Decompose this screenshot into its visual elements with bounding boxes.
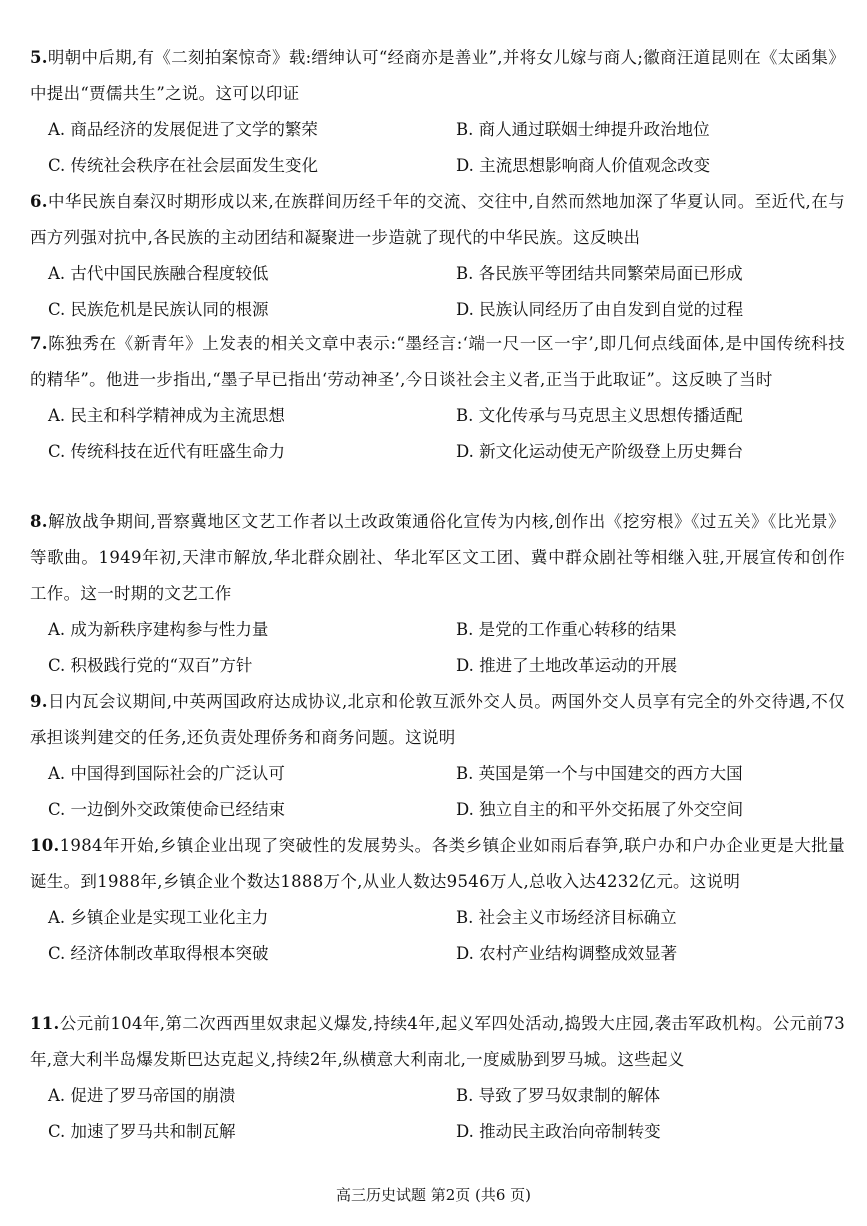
option-c: C. 经济体制改革取得根本突破 — [48, 944, 269, 963]
options — [30, 256, 845, 328]
question-number: 8. — [30, 512, 48, 531]
question-text: 日内瓦会议期间,中英两国政府达成协议,北京和伦敦互派外交人员。两国外交人员享有完全的外交待遇,不仅承担谈判建交的任务,还负责处理侨务和商务问题。这说明 — [30, 692, 845, 747]
question-stem — [30, 40, 845, 112]
option-a: A. 促进了罗马帝国的崩溃 — [48, 1086, 236, 1105]
option-a: A. 乡镇企业是实现工业化主力 — [48, 908, 269, 927]
options — [30, 612, 845, 684]
question-number: 6. — [30, 192, 48, 211]
question-stem — [30, 326, 845, 398]
question-9 — [30, 684, 845, 828]
question-stem — [30, 828, 845, 900]
question-text: 解放战争期间,晋察冀地区文艺工作者以土改政策通俗化宣传为内核,创作出《挖穷根》《过五关》《比光景》等歌曲。1949年初,天津市解放,华北群众剧社、华北军区文工团、冀中群众剧社等相继入驻,开展宣传和创作工作。这一时期的文艺工作 — [30, 512, 845, 603]
question-number: 10. — [30, 836, 60, 855]
option-d: D. 推动民主政治向帝制转变 — [456, 1122, 661, 1141]
option-c: C. 民族危机是民族认同的根源 — [48, 300, 269, 319]
option-b: B. 英国是第一个与中国建交的西方大国 — [456, 764, 743, 783]
options — [30, 900, 845, 972]
question-5 — [30, 40, 845, 184]
option-c: C. 积极践行党的“双百”方针 — [48, 656, 253, 675]
option-a: A. 民主和科学精神成为主流思想 — [48, 406, 285, 425]
option-a: A. 古代中国民族融合程度较低 — [48, 264, 269, 283]
option-b: B. 是党的工作重心转移的结果 — [456, 620, 677, 639]
option-c: C. 传统科技在近代有旺盛生命力 — [48, 442, 286, 461]
question-text: 明朝中后期,有《二刻拍案惊奇》载:缙绅认可“经商亦是善业”,并将女儿嫁与商人;徽商汪道昆则在《太函集》中提出“贾儒共生”之说。这可以印证 — [30, 48, 845, 103]
page-footer: 高三历史试题 第2页 (共6 页) — [335, 1186, 532, 1204]
question-number: 9. — [30, 692, 48, 711]
option-d: D. 民族认同经历了由自发到自觉的过程 — [456, 300, 744, 319]
option-b: B. 社会主义市场经济目标确立 — [456, 908, 677, 927]
option-d: D. 推进了土地改革运动的开展 — [456, 656, 678, 675]
options — [30, 756, 845, 828]
option-b: B. 文化传承与马克思主义思想传播适配 — [456, 406, 743, 425]
option-b: B. 商人通过联姻士绅提升政治地位 — [456, 120, 710, 139]
question-text: 公元前104年,第二次西西里奴隶起义爆发,持续4年,起义军四处活动,捣毁大庄园,袭击军政机构。公元前73年,意大利半岛爆发斯巴达克起义,持续2年,纵横意大利南北,一度威胁到罗马城。这些起义 — [30, 1014, 845, 1069]
question-text: 1984年开始,乡镇企业出现了突破性的发展势头。各类乡镇企业如雨后春笋,联户办和户办企业更是大批量诞生。到1988年,乡镇企业个数达1888万个,从业人数达9546万人,总收入达4232亿元。这说明 — [30, 836, 845, 891]
option-b: B. 导致了罗马奴隶制的解体 — [456, 1086, 661, 1105]
option-b: B. 各民族平等团结共同繁荣局面已形成 — [456, 264, 743, 283]
question-stem — [30, 684, 845, 756]
question-11 — [30, 1006, 845, 1150]
question-number: 7. — [30, 334, 48, 353]
question-6 — [30, 184, 845, 328]
option-c: C. 加速了罗马共和制瓦解 — [48, 1122, 236, 1141]
question-number: 11. — [30, 1014, 60, 1033]
option-c: C. 传统社会秩序在社会层面发生变化 — [48, 156, 319, 175]
option-a: A. 商品经济的发展促进了文学的繁荣 — [48, 120, 318, 139]
question-stem — [30, 1006, 845, 1078]
options — [30, 398, 845, 470]
option-a: A. 中国得到国际社会的广泛认可 — [48, 764, 285, 783]
question-stem — [30, 184, 845, 256]
question-text: 中华民族自秦汉时期形成以来,在族群间历经千年的交流、交往中,自然而然地加深了华夏认同。至近代,在与西方列强对抗中,各民族的主动团结和凝聚进一步造就了现代的中华民族。这反映出 — [30, 192, 845, 247]
option-d: D. 独立自主的和平外交拓展了外交空间 — [456, 800, 744, 819]
option-c: C. 一边倒外交政策使命已经结束 — [48, 800, 286, 819]
question-7 — [30, 326, 845, 470]
options — [30, 1078, 845, 1150]
question-text: 陈独秀在《新青年》上发表的相关文章中表示:“墨经言:‘端一尺一区一宇’,即几何点线面体,是中国传统科技的精华”。他进一步指出,“墨子早已指出‘劳动神圣’,今日谈社会主义者,正当于此取证”。这反映了当时 — [30, 334, 845, 389]
option-d: D. 农村产业结构调整成效显著 — [456, 944, 678, 963]
option-d: D. 主流思想影响商人价值观念改变 — [456, 156, 711, 175]
question-number: 5. — [30, 48, 48, 67]
option-d: D. 新文化运动使无产阶级登上历史舞台 — [456, 442, 744, 461]
question-10 — [30, 828, 845, 972]
question-8 — [30, 504, 845, 684]
question-stem — [30, 504, 845, 612]
options — [30, 112, 845, 184]
option-a: A. 成为新秩序建构参与性力量 — [48, 620, 269, 639]
